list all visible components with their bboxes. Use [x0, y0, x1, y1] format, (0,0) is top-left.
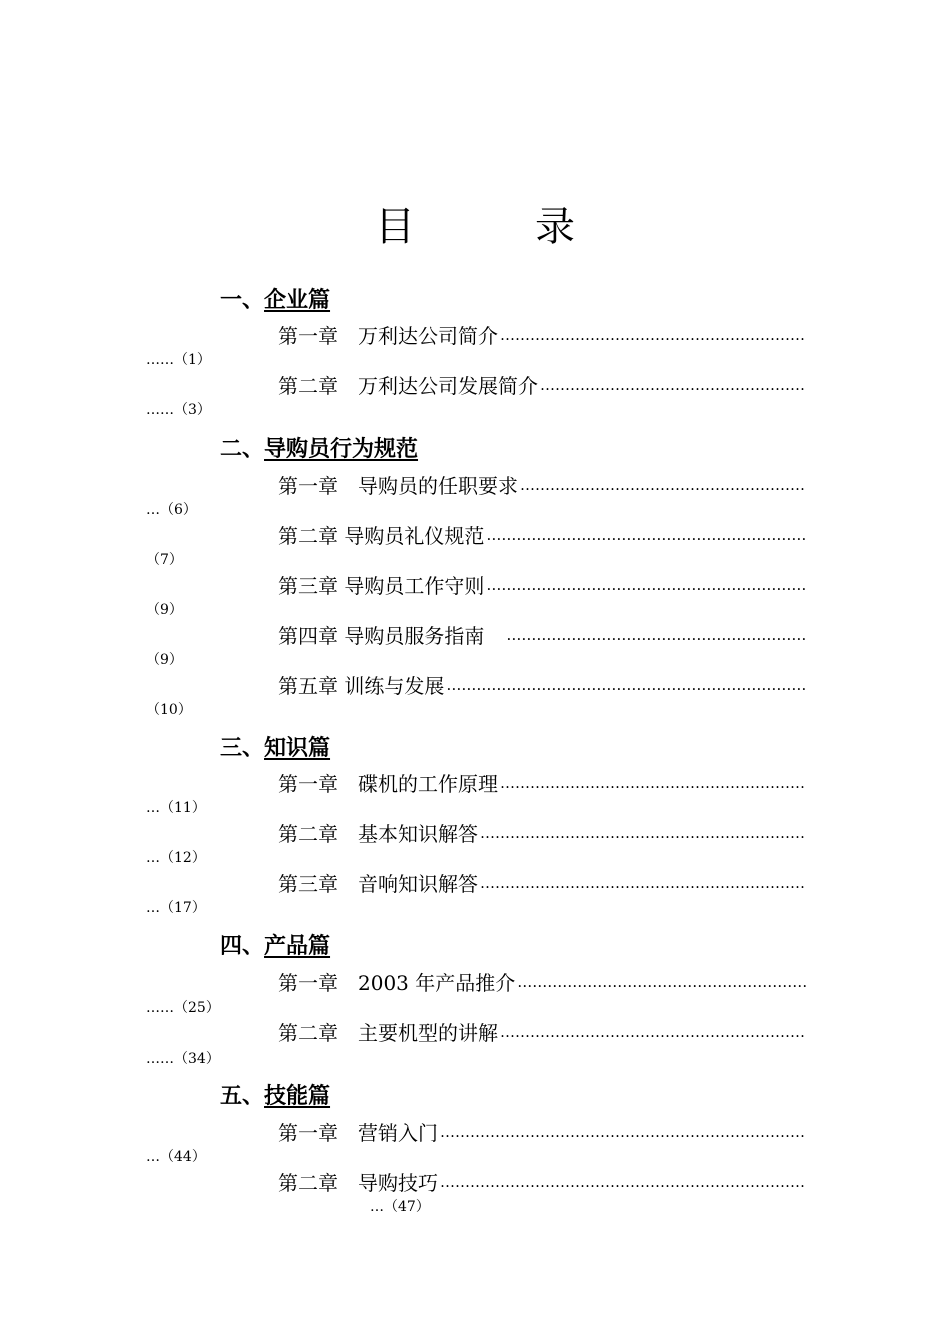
chapter-title: 第三章 导购员工作守则	[278, 574, 485, 598]
chapter-title: 第二章 万利达公司发展简介	[278, 374, 538, 398]
part-number: 四、	[220, 933, 265, 959]
toc-entry[interactable]	[278, 320, 806, 350]
dot-leader	[440, 1169, 806, 1197]
dot-leader	[480, 820, 806, 848]
dot-leader	[446, 672, 806, 700]
chapter-title: 第四章 导购员服务指南	[278, 624, 505, 648]
page-number: …（6）	[146, 502, 197, 518]
part-number: 五、	[220, 1083, 265, 1109]
chapter-title: 第三章 音响知识解答	[278, 872, 478, 896]
page-number: …（11）	[146, 800, 206, 816]
toc-entry[interactable]	[278, 1117, 806, 1147]
toc-entry[interactable]	[278, 967, 806, 997]
toc-entry[interactable]	[278, 470, 806, 500]
page-number: （9）	[146, 652, 183, 668]
page-number: …（17）	[146, 900, 206, 916]
part-number: 三、	[220, 735, 265, 761]
dot-leader	[440, 1119, 806, 1147]
toc-entry[interactable]	[278, 1017, 806, 1047]
chapter-title: 第一章 万利达公司简介	[278, 324, 498, 348]
chapter-title: 第一章 营销入门	[278, 1121, 438, 1145]
dot-leader	[486, 522, 806, 550]
page-number: （9）	[146, 602, 183, 618]
chapter-title: 第二章 基本知识解答	[278, 822, 478, 846]
toc-entry[interactable]	[278, 570, 806, 600]
dot-leader	[540, 372, 806, 400]
part-heading-knowledge	[220, 732, 330, 764]
chapter-title: 第二章 导购技巧	[278, 1171, 438, 1195]
part-title: 企业篇	[264, 287, 331, 313]
part-title: 产品篇	[264, 933, 331, 959]
page-number: （7）	[146, 552, 183, 568]
page-title: 目 录	[375, 203, 615, 250]
chapter-title: 第二章 主要机型的讲解	[278, 1021, 498, 1045]
chapter-title: 第一章 碟机的工作原理	[278, 772, 498, 796]
page-number: …（44）	[146, 1149, 206, 1165]
toc-entry[interactable]	[278, 370, 806, 400]
dot-leader	[506, 622, 806, 650]
toc-entry[interactable]	[278, 520, 806, 550]
part-heading-products	[220, 930, 330, 962]
toc-entry[interactable]	[278, 620, 806, 650]
toc-entry[interactable]	[278, 818, 806, 848]
page-number: ……（34）	[146, 1051, 220, 1067]
part-heading-conduct	[220, 433, 418, 465]
part-title: 知识篇	[264, 735, 331, 761]
dot-leader	[486, 572, 806, 600]
part-number: 二、	[220, 436, 265, 462]
dot-leader	[520, 472, 806, 500]
dot-leader	[517, 969, 806, 997]
chapter-title: 第五章 训练与发展	[278, 674, 445, 698]
chapter-title: 第一章 2003 年产品推介	[278, 971, 516, 995]
toc-entry[interactable]	[278, 670, 806, 700]
page-number: ……（25）	[146, 1000, 220, 1016]
page-number: （10）	[146, 702, 192, 718]
dot-leader	[500, 1019, 806, 1047]
part-title: 导购员行为规范	[264, 436, 419, 462]
dot-leader	[500, 322, 806, 350]
page-number: ……（1）	[146, 352, 211, 368]
part-heading-skills	[220, 1080, 330, 1112]
part-title: 技能篇	[264, 1083, 331, 1109]
dot-leader	[480, 870, 806, 898]
part-heading-enterprise	[220, 284, 330, 316]
part-number: 一、	[220, 287, 265, 313]
chapter-title: 第二章 导购员礼仪规范	[278, 524, 485, 548]
toc-entry[interactable]	[278, 868, 806, 898]
dot-leader	[500, 770, 806, 798]
page-number: ……（3）	[146, 402, 211, 418]
page-number: …（12）	[146, 850, 206, 866]
toc-entry[interactable]	[278, 1167, 806, 1197]
page-number: …（47）	[370, 1199, 430, 1215]
chapter-title: 第一章 导购员的任职要求	[278, 474, 518, 498]
toc-entry[interactable]	[278, 768, 806, 798]
